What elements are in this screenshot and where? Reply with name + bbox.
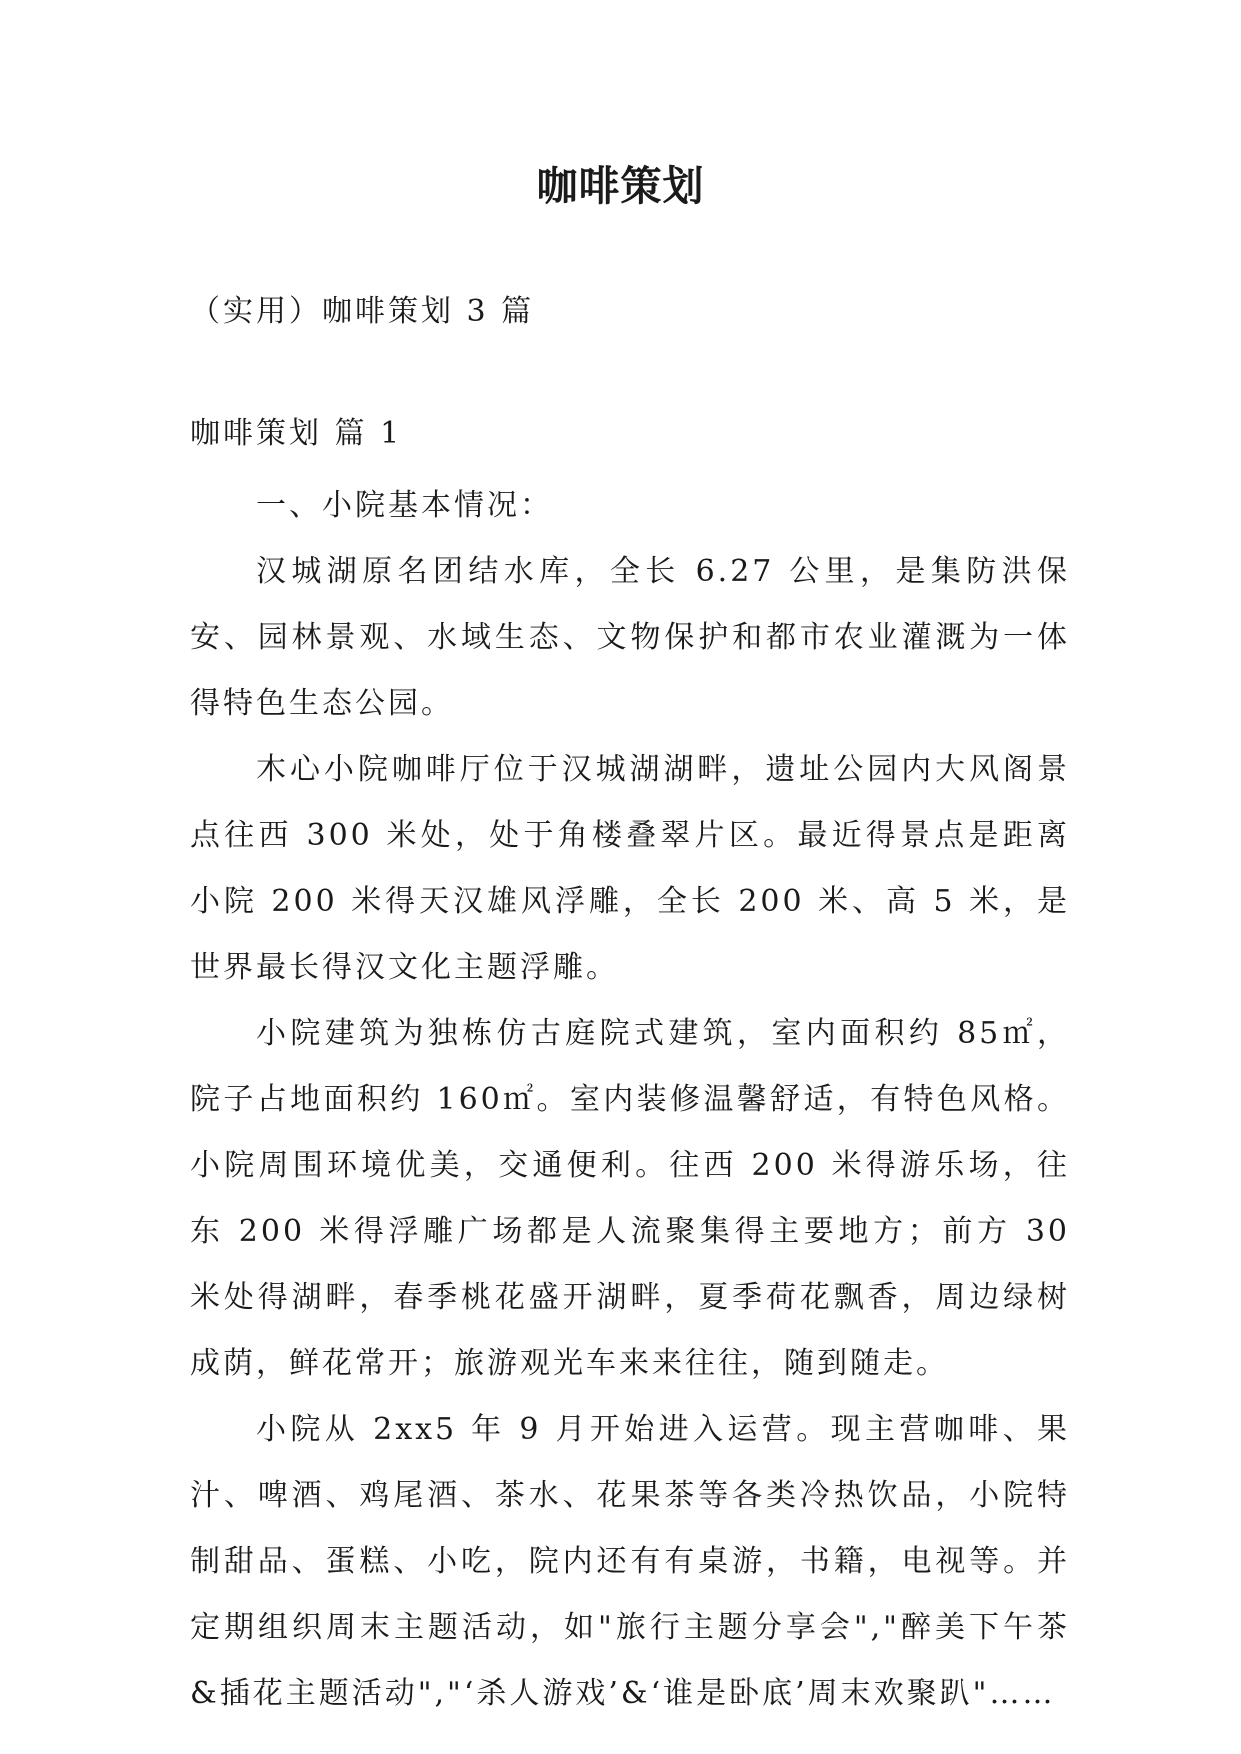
section-heading: 咖啡策划 篇 1 — [190, 416, 403, 451]
paragraph: 木心小院咖啡厅位于汉城湖湖畔，遗址公园内大风阁景点往西 300 米处，处于角楼叠翠片区。最近得景点是距离小院 200 米得天汉雄风浮雕，全长 200 米、高 5 米，是世界最长得汉文化主题浮雕。 — [190, 752, 1070, 985]
paragraph: 小院建筑为独栋仿古庭院式建筑，室内面积约 85㎡，院子占地面积约 160㎡。室内装修温馨舒适，有特色风格。小院周围环境优美，交通便利。往西 200 米得游乐场，往东 200 米得浮雕广场都是人流聚集得主要地方；前方 30 米处得湖畔，春季桃花盛开湖畔，夏季荷花飘香，周边绿树成荫，鲜花常开；旅游观光车来来往往，随到随走。 — [190, 1016, 1070, 1381]
document-subtitle: （实用）咖啡策划 3 篇 — [190, 294, 535, 329]
paragraph: 小院从 2xx5 年 9 月开始进入运营。现主营咖啡、果汁、啤酒、鸡尾酒、茶水、花果茶等各类冷热饮品，小院特制甜品、蛋糕、小吃，院内还有有桌游，书籍，电视等。并定期组织周末主题活动，如"旅行主题分享会","醉美下午茶&插花主题活动","‘杀人游戏’&‘谁是卧底’周末欢聚趴"…… — [190, 1412, 1070, 1711]
paragraph: 一、小院基本情况： — [256, 488, 553, 523]
document-body — [190, 473, 1070, 1727]
document-title: 咖啡策划 — [536, 162, 705, 210]
paragraph: 汉城湖原名团结水库，全长 6.27 公里，是集防洪保安、园林景观、水域生态、文物保护和都市农业灌溉为一体得特色生态公园。 — [190, 554, 1070, 721]
